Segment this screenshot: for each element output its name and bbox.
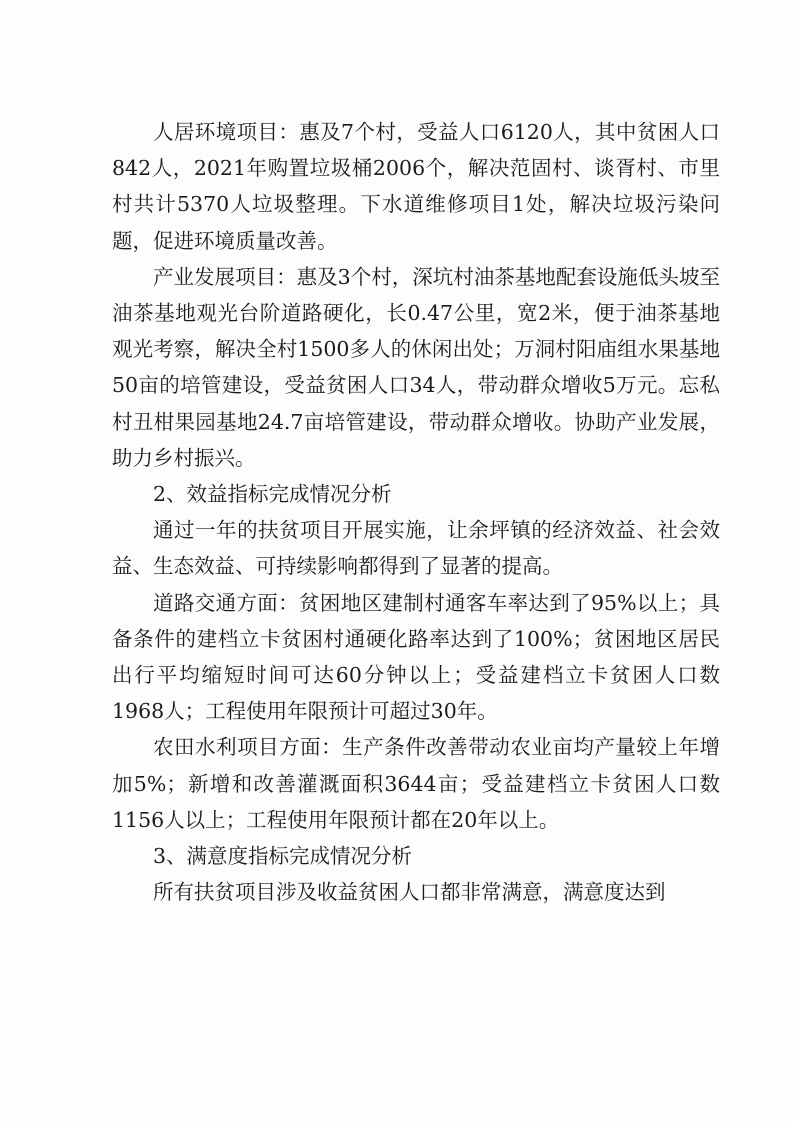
paragraph-benefit-overview: 通过一年的扶贫项目开展实施，让余坪镇的经济效益、社会效益、生态效益、可持续影响都得到了显著的提高。 bbox=[112, 518, 720, 579]
paragraph-living-environment: 人居环境项目：惠及7个村，受益人口6120人，其中贫困人口842人，2021年购置垃圾桶2006个，解决范固村、谈胥村、市里村共计5370人垃圾整理。下水道维修项目1处，解决垃圾污染问题，促进环境质量改善。 bbox=[112, 120, 720, 253]
section-heading-benefit-indicators: 2、效益指标完成情况分析 bbox=[153, 482, 392, 507]
paragraph-farmland-water: 农田水利项目方面：生产条件改善带动农业亩均产量较上年增加5%；新增和改善灌溉面积3644亩；受益建档立卡贫困人口数1156人以上；工程使用年限预计都在20年以上。 bbox=[112, 735, 720, 832]
paragraph-industry-development: 产业发展项目：惠及3个村，深坑村油茶基地配套设施低头坡至油茶基地观光台阶道路硬化，长0.47公里，宽2米，便于油茶基地观光考察，解决全村1500多人的休闲出处；万洞村阳庙组水果基地50亩的培管建设，受益贫困人口34人，带动群众增收5万元。忘私村丑柑果园基地24.7亩培管建设，带动群众增收。协助产业发展，助力乡村振兴。 bbox=[112, 264, 720, 470]
document-body bbox=[112, 114, 720, 910]
paragraph-satisfaction: 所有扶贫项目涉及收益贫困人口都非常满意，满意度达到 bbox=[153, 880, 666, 905]
section-heading-satisfaction-indicators: 3、满意度指标完成情况分析 bbox=[153, 844, 413, 869]
paragraph-road-traffic: 道路交通方面：贫困地区建制村通客车率达到了95%以上；具备条件的建档立卡贫困村通硬化路率达到了100%；贫困地区居民出行平均缩短时间可达60分钟以上；受益建档立卡贫困人口数1968人；工程使用年限预计可超过30年。 bbox=[112, 590, 720, 724]
